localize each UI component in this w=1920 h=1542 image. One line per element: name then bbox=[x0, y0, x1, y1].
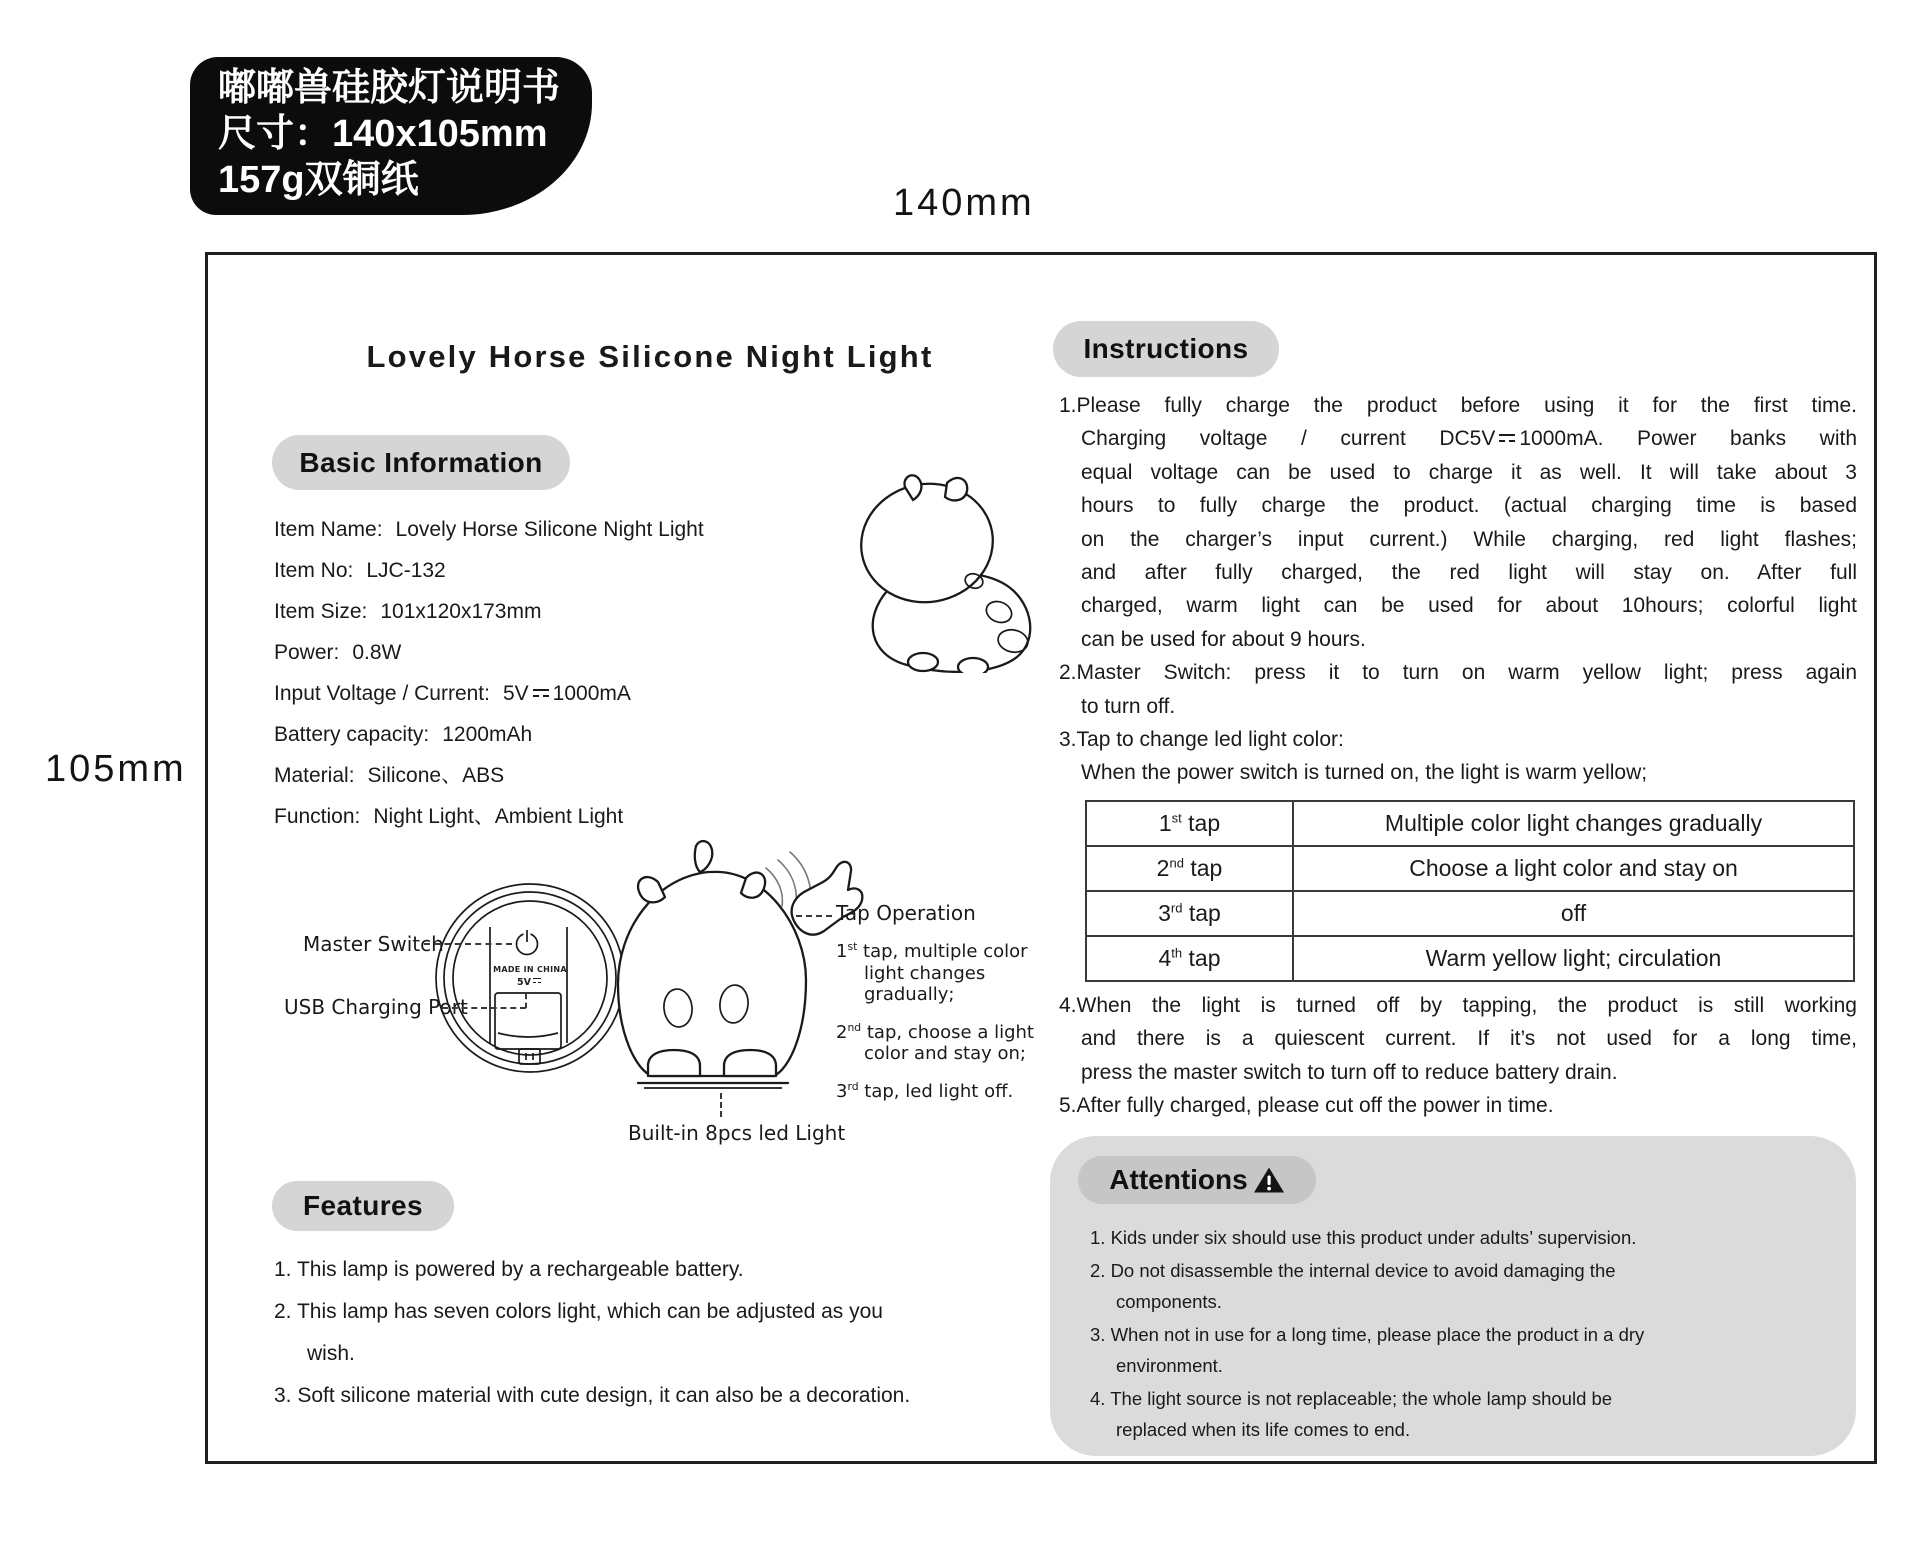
width-dimension-label: 140mm bbox=[893, 182, 1035, 224]
foot bbox=[724, 1050, 776, 1076]
tap-action-cell: Choose a light color and stay on bbox=[1293, 846, 1854, 891]
item-label: Item Name: bbox=[274, 518, 383, 541]
height-dimension-label: 105mm bbox=[45, 748, 187, 790]
spec-tag-line: 嘟嘟兽硅胶灯说明书 bbox=[218, 67, 561, 109]
usb-port-label: USB Charging Port bbox=[284, 995, 468, 1019]
instruction-line: 4.When the light is turned off by tapping, the product is still working bbox=[1059, 994, 1857, 1017]
tap-count-cell: 2nd tap bbox=[1086, 846, 1293, 891]
attentions-box bbox=[1050, 1136, 1856, 1456]
item-value: Night Light、Ambient Light bbox=[373, 805, 624, 828]
dc-symbol-icon bbox=[1498, 433, 1516, 445]
instruction-line: press the master switch to turn off to reduce battery drain. bbox=[1081, 1060, 1618, 1084]
basic-info-row bbox=[274, 673, 704, 714]
usb-port-icon bbox=[519, 1049, 540, 1064]
instruction-line: equal voltage can be used to charge it as well. It will take about 3 bbox=[1081, 460, 1857, 484]
manual-sheet bbox=[205, 252, 1877, 1464]
item-value: 0.8W bbox=[352, 641, 402, 664]
item-label: Battery capacity: bbox=[274, 723, 430, 746]
tap-table-row bbox=[1086, 846, 1854, 891]
ear bbox=[638, 877, 665, 902]
dc-symbol-icon bbox=[532, 688, 550, 700]
basic-info-row bbox=[274, 632, 704, 673]
item-label: Item Size: bbox=[274, 600, 368, 623]
tap-action-cell: Warm yellow light; circulation bbox=[1293, 936, 1854, 981]
basic-information-heading: Basic Information bbox=[272, 435, 570, 490]
attentions-heading: Attentions bbox=[1078, 1156, 1316, 1204]
item-value: Silicone、ABS bbox=[367, 764, 505, 787]
attention-item: 2. Do not disassemble the internal device to avoid damaging the components. bbox=[1090, 1259, 1616, 1312]
basic-info-list bbox=[274, 509, 704, 837]
tap-table-row bbox=[1086, 936, 1854, 981]
features-heading: Features bbox=[272, 1181, 454, 1231]
builtin-led-label: Built-in 8pcs led Light bbox=[628, 1121, 846, 1145]
ear bbox=[945, 478, 967, 500]
feature-item: 2. This lamp has seven colors light, which can be adjusted as you wish. bbox=[274, 1300, 883, 1365]
item-value: 5V 1000mA bbox=[502, 682, 631, 705]
foot bbox=[648, 1050, 700, 1076]
feature-item: 3. Soft silicone material with cute design, it can also be a decoration. bbox=[274, 1384, 911, 1407]
tap-note: 2nd tap, choose a light color and stay on; bbox=[836, 1020, 1034, 1064]
basic-info-row bbox=[274, 714, 704, 755]
instruction-line: hours to fully charge the product. (actual charging time is based bbox=[1081, 494, 1857, 518]
instructions-text bbox=[1059, 989, 1857, 1123]
item-label: Power: bbox=[274, 641, 340, 664]
tap-operation-block bbox=[836, 901, 1046, 1102]
feature-item: 1. This lamp is powered by a rechargeable battery. bbox=[274, 1258, 744, 1281]
tap-table-row bbox=[1086, 801, 1854, 846]
tap-count-cell: 1st tap bbox=[1086, 801, 1293, 846]
ear bbox=[741, 873, 765, 898]
tap-table-row bbox=[1086, 891, 1854, 936]
item-label: Input Voltage / Current: bbox=[274, 682, 490, 705]
instruction-line: can be used for about 9 hours. bbox=[1081, 627, 1366, 651]
spec-tag bbox=[190, 57, 592, 215]
product-front-view-drawing bbox=[588, 838, 878, 1098]
basic-info-row bbox=[274, 509, 704, 550]
item-label: Item No: bbox=[274, 559, 354, 582]
leader-line bbox=[796, 915, 832, 917]
attention-item: 4. The light source is not replaceable; the whole lamp should be replaced when its life comes to end. bbox=[1090, 1387, 1613, 1440]
spec-tag-line: 157g双铜纸 bbox=[218, 159, 419, 201]
item-value: LJC-132 bbox=[366, 559, 446, 582]
instruction-line: 3.Tap to change led light color: bbox=[1059, 728, 1344, 752]
item-label: Material: bbox=[274, 764, 355, 787]
master-switch-label: Master Switch bbox=[303, 932, 444, 956]
basic-info-row bbox=[274, 591, 704, 632]
instruction-line: When the power switch is turned on, the light is warm yellow; bbox=[1081, 761, 1648, 785]
tap-count-cell: 3rd tap bbox=[1086, 891, 1293, 936]
leader-line bbox=[424, 943, 512, 945]
instruction-line: on the charger’s input current.) While charging, red light flashes; bbox=[1081, 527, 1857, 551]
basic-info-row bbox=[274, 755, 704, 796]
basic-info-row bbox=[274, 796, 704, 837]
tap-operation-title: Tap Operation bbox=[836, 901, 976, 925]
dc-rating-marking: 5V bbox=[480, 977, 580, 988]
tap-note: 1st tap, multiple color light changes gradually; bbox=[836, 940, 1028, 1005]
product-outline-drawing bbox=[843, 473, 1058, 673]
item-label: Function: bbox=[274, 805, 361, 828]
instruction-line: charged, warm light can be used for about 10hours; colorful light bbox=[1081, 594, 1857, 618]
tap-table bbox=[1085, 800, 1855, 982]
tap-note: 3rd tap, led light off. bbox=[836, 1079, 1014, 1102]
instruction-line: and after fully charged, the red light will stay on. After full bbox=[1081, 561, 1857, 585]
instruction-line: 2.Master Switch: press it to turn on warm yellow light; press again bbox=[1059, 661, 1857, 685]
instruction-line: 5.After fully charged, please cut off the power in time. bbox=[1059, 1094, 1554, 1118]
instruction-line: Charging voltage / current DC5V 1000mA. Power banks with bbox=[1081, 427, 1857, 451]
tap-action-cell: off bbox=[1293, 891, 1854, 936]
basic-info-row bbox=[274, 550, 704, 591]
instruction-line: and there is a quiescent current. If it’s not used for a long time, bbox=[1081, 1027, 1857, 1051]
warning-icon bbox=[1253, 1166, 1285, 1194]
item-value: 1200mAh bbox=[442, 723, 533, 746]
instructions-heading: Instructions bbox=[1053, 321, 1279, 377]
tap-action-cell: Multiple color light changes gradually bbox=[1293, 801, 1854, 846]
item-value: Lovely Horse Silicone Night Light bbox=[395, 518, 704, 541]
power-icon bbox=[517, 930, 538, 955]
item-value: 101x120x173mm bbox=[380, 600, 542, 623]
page-title: Lovely Horse Silicone Night Light bbox=[366, 339, 934, 374]
attentions-list bbox=[1090, 1222, 1710, 1447]
attention-item: 3. When not in use for a long time, please place the product in a dry environment. bbox=[1090, 1323, 1645, 1376]
spec-tag-line: 尺寸：140x105mm bbox=[218, 113, 548, 155]
made-in-china-marking: MADE IN CHINA bbox=[493, 965, 567, 974]
tap-count-cell: 4th tap bbox=[1086, 936, 1293, 981]
instructions-text bbox=[1059, 389, 1857, 790]
instruction-line: 1.Please fully charge the product before using it for the first time. bbox=[1059, 394, 1857, 417]
leader-line bbox=[525, 994, 527, 1008]
attention-item: 1. Kids under six should use this product under adults’ supervision. bbox=[1090, 1227, 1637, 1248]
instruction-line: to turn off. bbox=[1081, 694, 1176, 718]
leader-line bbox=[720, 1093, 722, 1117]
dc-symbol-icon bbox=[532, 978, 542, 985]
leader-line bbox=[442, 1007, 526, 1009]
features-list bbox=[274, 1249, 1054, 1417]
horn bbox=[695, 841, 713, 872]
